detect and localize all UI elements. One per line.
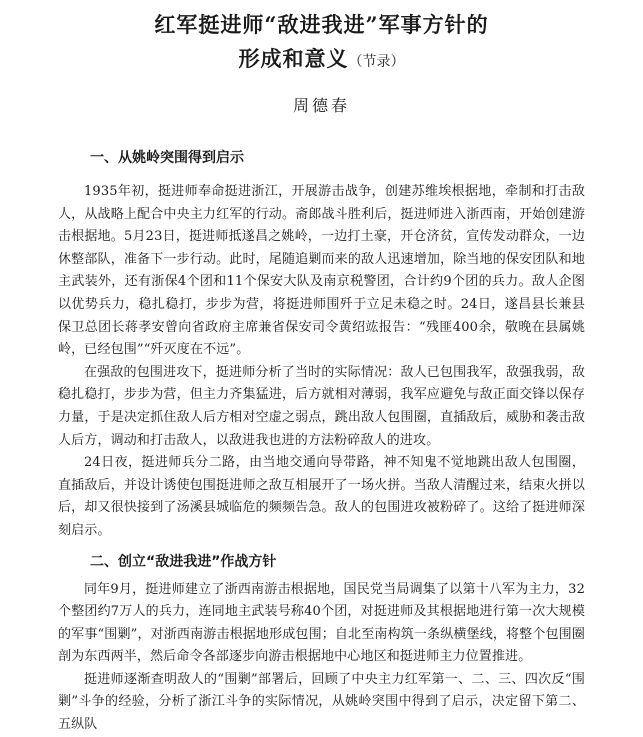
title-line-2: 形成和意义 xyxy=(238,46,349,71)
paragraph: 24日夜，挺进师兵分二路，由当地交通向导带路，神不知鬼不觉地跳出敌人包围圈，直插敌后，并设计诱使包围挺进师之敌互相展开了一场火拼。当敌人清醒过来，结束火拼以后，却又很快接到了汤溪县城临危的频频告急。敌人的包围进攻被粉碎了。这给了挺进师深刻启示。 xyxy=(58,455,585,538)
paragraph: 同年9月，挺进师建立了浙西南游击根据地，国民党当局调集了以第十八军为主力，32个整团约7万人的兵力，连同地主武装号称40个团，对挺进师及其根据地进行第一次大规模的军事“围剿”，对浙西南游击根据地形成包围；自北至南构筑一条纵横堡线，将整个包围圈剖为东西两半，然后命令各部逐步向游击根据地中心地区和挺进师主力位置推进。 xyxy=(58,581,585,665)
paragraph: 挺进师逐渐查明敌人的“围剿”部署后，回顾了中央主力红军第一、二、三、四次反“围剿”斗争的经验，分析了浙江斗争的实际情况，从姚岭突围中得到了启示，决定留下第二、五纵队 xyxy=(58,671,585,733)
section-heading-1: 一、从姚岭突围得到启示 xyxy=(90,150,244,166)
paragraph: 在强敌的包围进攻下，挺进师分析了当时的实际情况：敌人已包围我军，敌强我弱，敌稳扎稳打，步步为营，但主力齐集猛进，后方就相对薄弱，我军应避免与敌正面交锋以保存力量，于是决定抓住敌人后方相对空虚之弱点，跳出敌人包围圈，直插敌后，威胁和袭击敌人后方，调动和打击敌人，以敌进我也进的方法粉碎敌人的进攻。 xyxy=(58,364,585,448)
title-line-1: 红军挺进师“敌进我进”军事方针的 xyxy=(154,12,489,37)
section-heading-2: 二、创立“敌进我进”作战方针 xyxy=(90,553,277,570)
section-2-body xyxy=(58,579,585,737)
section-1-body xyxy=(58,181,585,543)
author-name: 周德春 xyxy=(292,96,350,115)
article-title xyxy=(58,8,585,79)
paragraph: 1935年初，挺进师奉命挺进浙江，开展游击战争，创建苏维埃根据地，牵制和打击敌人，从战略上配合中央主力红军的行动。斋郎战斗胜利后，挺进师进入浙西南，开始创建游击根据地。5月23日，挺进师抵遂昌之姚岭，一边打土豪，开仓济贫，宣传发动群众，一边休整部队，准备下一步行动。此时，尾随追剿而来的敌人迅速增加，除当地的保安团队和地主武装外，还有浙保4个团和11个保安大队及南京税警团，合计约9个团的兵力。敌人企图以优势兵力，稳扎稳打，步步为营，将挺进师围歼于立足未稳之时。24日，遂昌县长兼县保卫总团长蒋孝安曾向省政府主席兼省保安司令黄绍竑报告：“残匪400余，敬晚在县属姚岭，已经包围”“歼灭度在不远”。 xyxy=(58,184,585,358)
title-note: （节录） xyxy=(348,54,405,70)
